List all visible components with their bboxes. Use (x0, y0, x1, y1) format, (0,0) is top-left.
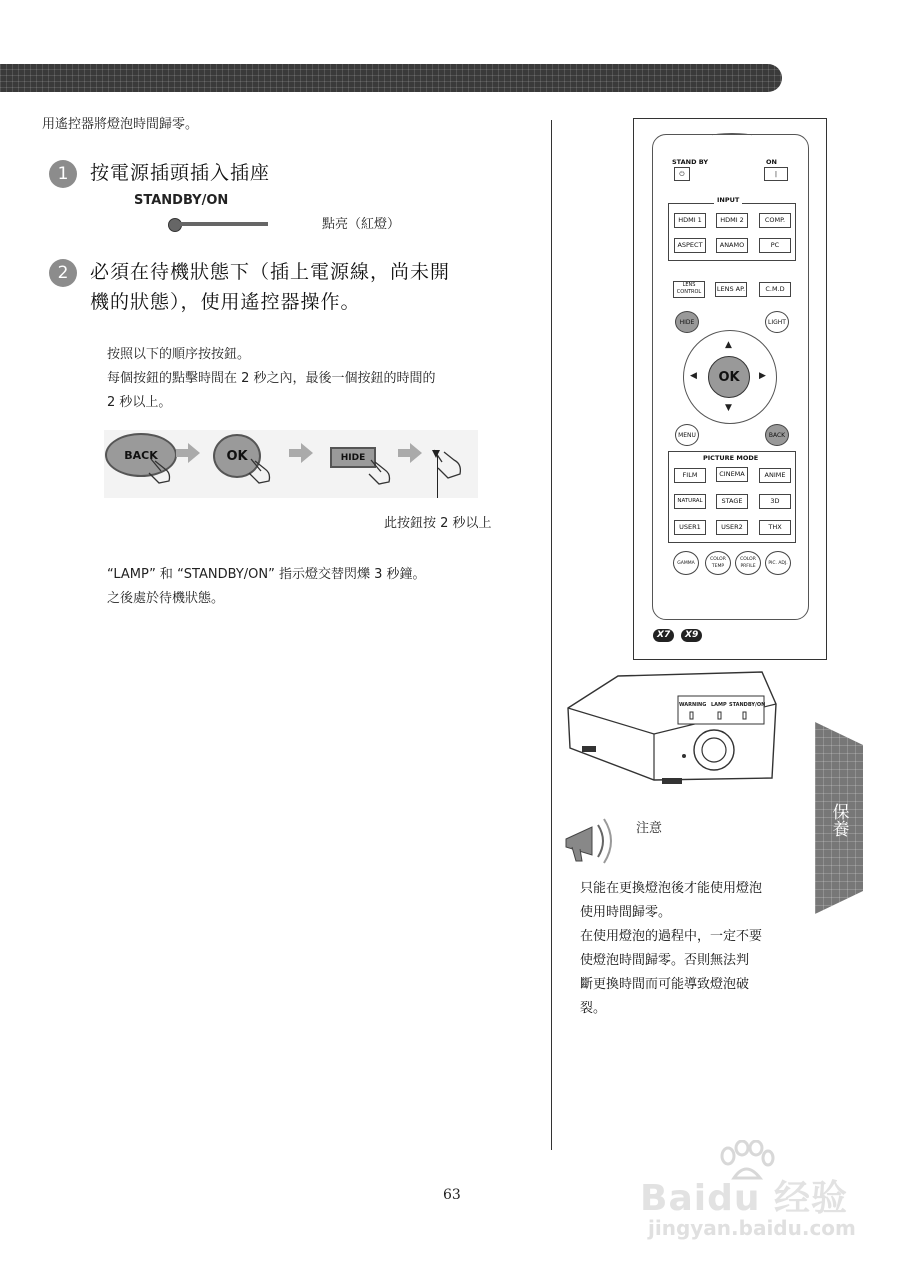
indicator-status: 點亮（紅燈） (322, 217, 401, 232)
remote-on-button[interactable] (764, 167, 788, 181)
arrow-right-icon (289, 443, 313, 463)
remote-3d-button[interactable]: 3D (759, 494, 791, 509)
column-divider (551, 120, 552, 1150)
projector-lamp-label: LAMP (711, 702, 727, 708)
remote-thx-button[interactable]: THX (759, 520, 791, 535)
remote-aspect-button[interactable]: ASPECT (674, 238, 706, 253)
power-icon: ⏻ (679, 170, 685, 178)
remote-standby-label: STAND BY (672, 158, 709, 166)
result-line-1: “LAMP” 和 “STANDBY/ON” 指示燈交替閃爍 3 秒鐘。 (107, 567, 426, 582)
notice-line-4: 使燈泡時間歸零。否則無法判 (580, 953, 750, 968)
remote-gamma-button[interactable]: GAMMA (673, 551, 699, 575)
remote-pic-adj-button[interactable]: PIC. ADJ. (765, 551, 791, 575)
remote-standby-button[interactable] (674, 167, 690, 181)
remote-comp-button[interactable]: COMP. (759, 213, 791, 228)
standby-indicator-label: STANDBY/ON (134, 193, 229, 208)
seq-back-button: BACK (105, 433, 177, 477)
seq-ok-button: OK (213, 434, 261, 478)
dpad-up-icon[interactable]: ▲ (725, 340, 732, 350)
watermark-brand: Baidu 经验 (640, 1178, 849, 1219)
remote-color-profile-button[interactable]: COLOR PRFILE (735, 551, 761, 575)
step-2-line-1: 必須在待機狀態下（插上電源線，尚未開 (90, 261, 451, 283)
remote-cinema-button[interactable]: CINEMA (716, 467, 748, 482)
remote-picture-mode-label: PICTURE MODE (703, 454, 759, 462)
hold-note: 此按鈕按 2 秒以上 (384, 516, 492, 531)
hold-pointer-line (437, 456, 438, 498)
instruction-2: 每個按鈕的點擊時間在 2 秒之內，最後一個按鈕的時間的 (107, 371, 436, 386)
remote-light-button[interactable]: LIGHT (765, 311, 789, 333)
dpad-down-icon[interactable]: ▼ (725, 403, 732, 413)
step-2-line-2: 機的狀態），使用遙控器操作。 (90, 291, 361, 313)
notice-title: 注意 (636, 821, 663, 836)
step-1-badge: 1 (49, 160, 77, 188)
instruction-3: 2 秒以上。 (107, 395, 172, 410)
header-bar (0, 64, 782, 92)
indicator-line (180, 222, 268, 226)
notice-line-5: 斷更換時間而可能導致燈泡破 (580, 977, 750, 992)
pointing-hand-icon (247, 455, 277, 485)
notice-line-2: 使用時間歸零。 (580, 905, 672, 920)
remote-user1-button[interactable]: USER1 (674, 520, 706, 535)
page-number: 63 (443, 1187, 461, 1203)
remote-anamo-button[interactable]: ANAMO (716, 238, 748, 253)
remote-back-button[interactable]: BACK (765, 424, 789, 446)
watermark-url: jingyan.baidu.com (648, 1216, 856, 1240)
megaphone-icon (562, 815, 626, 865)
model-badge-x9: X9 (681, 629, 702, 642)
arrow-right-icon (176, 443, 200, 463)
projector-warning-label: WARNING (679, 702, 707, 708)
remote-pc-button[interactable]: PC (759, 238, 791, 253)
remote-ir-window (712, 133, 752, 138)
side-tab-label: 保養 (828, 803, 849, 837)
remote-film-button[interactable]: FILM (674, 468, 706, 483)
arrow-right-icon (398, 443, 422, 463)
remote-hdmi2-button[interactable]: HDMI 2 (716, 213, 748, 228)
instruction-1: 按照以下的順序按按鈕。 (107, 347, 251, 362)
remote-stage-button[interactable]: STAGE (716, 494, 748, 509)
result-line-2: 之後處於待機狀態。 (107, 591, 225, 606)
projector-standby-label: STANDBY/ON (729, 702, 766, 708)
remote-anime-button[interactable]: ANIME (759, 468, 791, 483)
step-1-text: 按電源插頭插入插座 (90, 162, 271, 184)
step-2-badge: 2 (49, 259, 77, 287)
remote-ok-button[interactable]: OK (708, 356, 750, 398)
notice-line-1: 只能在更換燈泡後才能使用燈泡 (580, 881, 763, 896)
remote-lens-control-button[interactable]: LENS CONTROL (673, 281, 705, 298)
dpad-left-icon[interactable]: ◀ (690, 371, 697, 381)
model-badge-x7: X7 (653, 629, 674, 642)
remote-color-temp-button[interactable]: COLOR TEMP (705, 551, 731, 575)
remote-hide-button[interactable]: HIDE (675, 311, 699, 333)
remote-lens-ap-button[interactable]: LENS AP. (715, 282, 747, 297)
notice-line-3: 在使用燈泡的過程中，一定不要 (580, 929, 763, 944)
remote-natural-button[interactable]: NATURAL (674, 494, 706, 509)
pointing-hand-icon (367, 456, 397, 486)
remote-user2-button[interactable]: USER2 (716, 520, 748, 535)
intro-text: 用遙控器將燈泡時間歸零。 (42, 117, 199, 132)
projector-illustration (562, 668, 782, 786)
remote-on-label: ON (766, 158, 777, 166)
remote-menu-button[interactable]: MENU (675, 424, 699, 446)
pointing-hand-icon (147, 455, 177, 485)
remote-cmd-button[interactable]: C.M.D (759, 282, 791, 297)
remote-hdmi1-button[interactable]: HDMI 1 (674, 213, 706, 228)
seq-hide-button: HIDE (330, 447, 376, 468)
on-bar-icon: | (774, 170, 778, 178)
dpad-right-icon[interactable]: ▶ (759, 371, 766, 381)
remote-input-label: INPUT (714, 196, 742, 204)
notice-line-6: 裂。 (580, 1001, 607, 1016)
pointing-hand-icon (432, 448, 472, 482)
